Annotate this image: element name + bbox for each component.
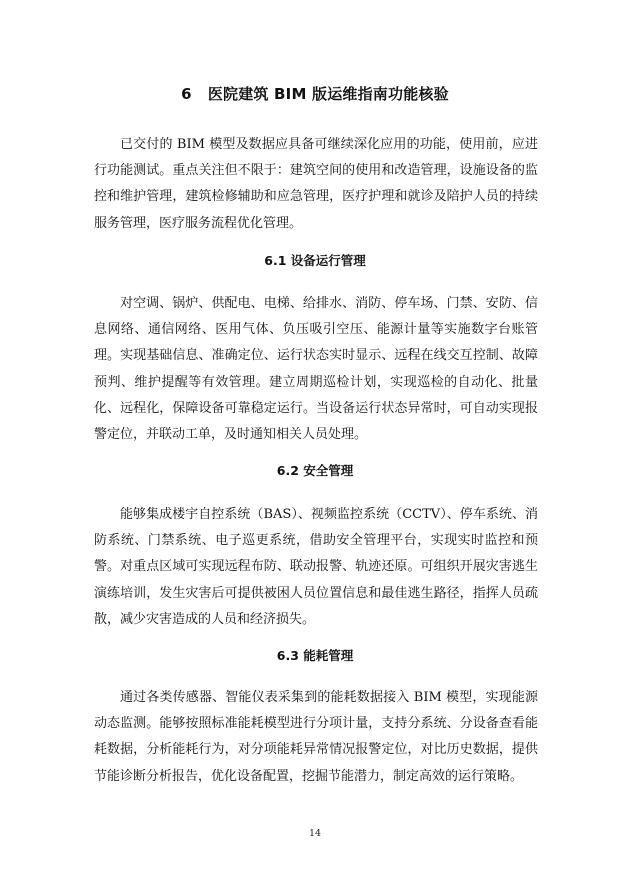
chapter-title-text: 医院建筑 BIM 版运维指南功能核验: [207, 85, 449, 103]
section-paragraph-6-3: 通过各类传感器、智能仪表采集到的能耗数据接入 BIM 模型，实现能源动态监测。能够按照标准能耗模型进行分项计量，支持分系统、分设备查看能耗数据，分析能耗行为，对分项能耗异常情况报警定位，对比历史数据，提供节能诊断分析报告，优化设备配置，挖掘节能潜力，制定高效的运行策略。: [94, 690, 538, 784]
section-paragraph-6-2: 能够集成楼宇自控系统（BAS）、视频监控系统（CCTV）、停车系统、消防系统、门禁系统、电子巡更系统，借助安全管理平台，实现实时监控和预警。对重点区域可实现远程布防、联动报警、轨迹还原。可组织开展灾害逃生演练培训，发生灾害后可提供被困人员位置信息和最佳逃生路径，指挥人员疏散，减少灾害造成的人员和经济损失。: [94, 507, 538, 627]
chapter-number: 6: [181, 85, 192, 103]
section-heading-6-2: 6.2 安全管理: [276, 463, 354, 478]
section-paragraph-6-1: 对空调、锅炉、供配电、电梯、给排水、消防、停车场、门禁、安防、信息网络、通信网络、医用气体、负压吸引空压、能源计量等实施数字台账管理。实现基础信息、准确定位、运行状态实时显示、远程在线交互控制、故障预判、维护提醒等有效管理。建立周期巡检计划，实现巡检的自动化、批量化、远程化，保障设备可靠稳定运行。当设备运行状态异常时，可自动实现报警定位，并联动工单，及时通知相关人员处理。: [94, 296, 538, 443]
section-heading-6-1: 6.1 设备运行管理: [264, 253, 366, 268]
page-number: 14: [308, 828, 322, 839]
intro-paragraph: 已交付的 BIM 模型及数据应具备可继续深化应用的功能，使用前，应进行功能测试。重点关注但不限于：建筑空间的使用和改造管理，设施设备的监控和维护管理，建筑检修辅助和应急管理，医疗护理和就诊及陪护人员的持续服务管理，医疗服务流程优化管理。: [94, 137, 538, 231]
chapter-title: [0, 84, 630, 104]
section-heading-6-3: 6.3 能耗管理: [276, 648, 354, 663]
